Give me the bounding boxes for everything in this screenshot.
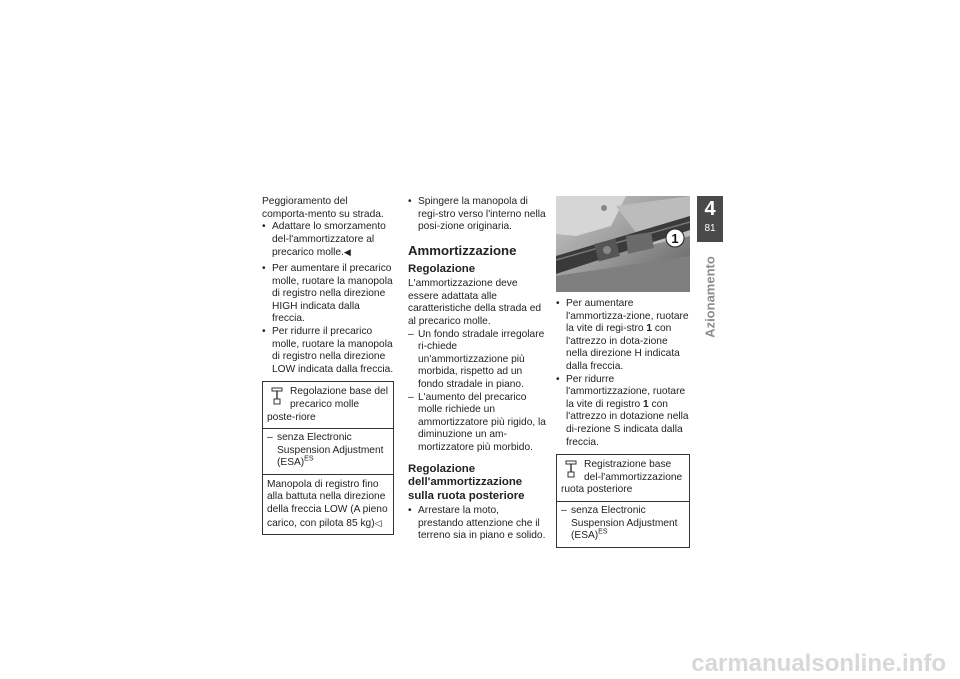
end-mark-icon: ◁ <box>374 517 382 528</box>
watermark: carmanualsonline.info <box>691 650 946 677</box>
spec-box-title: Regolazione base del precarico molle poste-riore <box>267 386 388 423</box>
callout-ref: 1 <box>643 398 649 410</box>
spec-box-header <box>557 455 689 502</box>
condition-text: senza Electronic Suspension Adjustment (ESA) <box>277 432 384 469</box>
section-heading: Ammortizzazione <box>408 242 517 258</box>
column-left <box>262 196 394 535</box>
section-label: Azionamento <box>702 256 718 338</box>
superscript-es: ES <box>304 455 314 463</box>
wrench-spec-icon <box>270 387 284 405</box>
paragraph-damping: L'ammortizzazione deve essere adattata alle caratteristiche della strada ed al precarico molle. <box>408 278 542 328</box>
spec-box-value <box>263 474 393 534</box>
spec-box-preload <box>262 381 394 535</box>
spec-box-damping <box>556 454 690 548</box>
column-right <box>556 298 690 548</box>
bullet-text: Per ridurre l'ammortizzazione, ruotare la vite di registro <box>566 373 686 410</box>
bullet-decrease-damping <box>556 374 690 450</box>
chapter-number: 4 <box>704 198 716 220</box>
callout-ref: 1 <box>646 323 653 335</box>
spec-box-header <box>263 382 393 429</box>
rear-shock-illustration <box>556 196 690 292</box>
bullet-text: Adattare lo smorzamento del-l'ammortizzatore al precarico molle. <box>272 221 386 259</box>
dash-uneven-road: – Un fondo stradale irregolare ri-chiede un'ammortizzazione più morbida, rispetto ad un fondo stradale in piano. <box>408 329 546 392</box>
page-number: 81 <box>704 223 716 234</box>
column-middle <box>408 196 546 543</box>
section-tab <box>697 242 723 352</box>
chapter-marker <box>697 196 723 242</box>
condition-text: senza Electronic Suspension Adjustment (ESA) <box>571 504 678 542</box>
rear-shock-photo <box>556 196 690 292</box>
bullet-increase-preload: • Per aumentare il precarico molle, ruotare la manopola di registro nella direzione HIGH indicata dalla freccia. <box>262 263 394 326</box>
bullet-text: con l'attrezzo in dotazione nella di-rezione S indicata dalla freccia. <box>566 398 689 448</box>
superscript-es: ES <box>598 528 608 536</box>
intro-text: Peggioramento del comporta-mento su strada. <box>262 196 384 220</box>
end-mark-icon: ◀ <box>343 247 351 258</box>
callout-1: 1 <box>671 231 679 246</box>
subheading-adjustment: Regolazione <box>408 262 476 275</box>
bullet-adjust-damping <box>262 221 394 260</box>
bullet-text: con l'attrezzo in dota-zione nella direzione H indicata dalla freccia. <box>566 323 680 372</box>
spec-box-condition <box>263 429 393 474</box>
bullet-text: Per aumentare l'ammortizza-zione, ruotare la vite di regi-stro <box>566 298 689 335</box>
dash-increase-preload: – L'aumento del precarico molle richiede un ammortizzatore più rigido, la diminuzione un am-mortizzatore più morbido. <box>408 392 546 455</box>
bullet-increase-damping <box>556 298 690 374</box>
bullet-stop-bike: • Arrestare la moto, prestando attenzione che il terreno sia in piano e solido. <box>408 505 546 543</box>
bullet-push-knob: • Spingere la manopola di regi-stro verso l'interno nella posi-zione originaria. <box>408 196 546 234</box>
spec-box-title: Registrazione base del-l'ammortizzazione ruota posteriore <box>561 459 683 496</box>
bullet-decrease-preload: • Per ridurre il precarico molle, ruotare la manopola di registro nella direzione LOW indicata dalla freccia. <box>262 326 394 376</box>
wrench-spec-icon <box>564 460 578 478</box>
subheading-rear-damping: Regolazione dell'ammortizzazione sulla ruota posteriore <box>408 462 525 502</box>
spec-box-condition <box>557 502 689 547</box>
spec-value-text: Manopola di registro fino alla battuta nella direzione della freccia LOW (A pieno carico, con pilota 85 kg) <box>267 478 388 529</box>
